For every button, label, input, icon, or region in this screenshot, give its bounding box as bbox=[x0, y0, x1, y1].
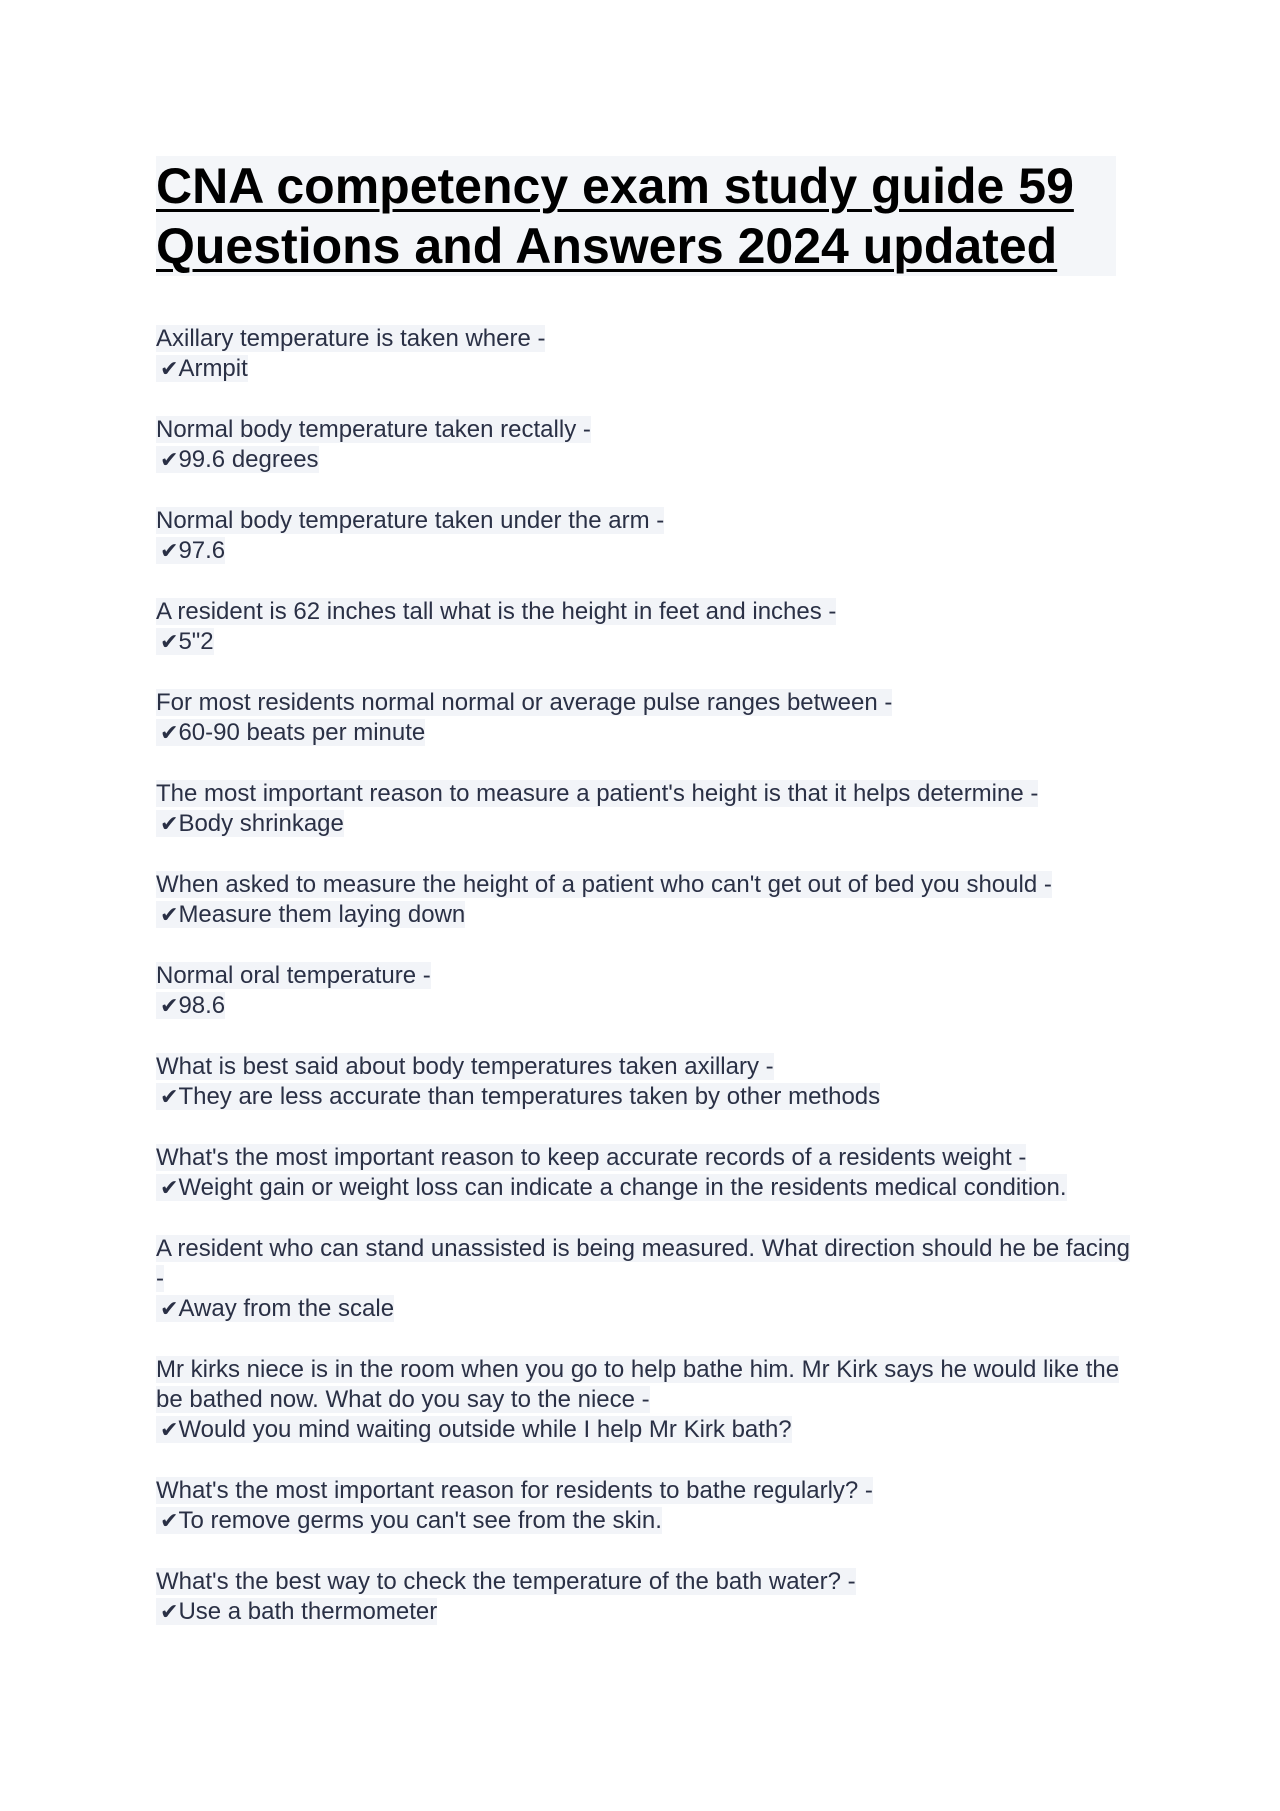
answer-text: 60-90 beats per minute bbox=[178, 719, 426, 746]
answer-text: They are less accurate than temperatures taken by other methods bbox=[178, 1083, 881, 1110]
question-text: What's the most important reason for residents to bathe regularly? - bbox=[156, 1477, 873, 1504]
check-icon: ✔ bbox=[160, 1176, 179, 1201]
question-text: When asked to measure the height of a patient who can't get out of bed you should - bbox=[156, 871, 1052, 898]
check-icon: ✔ bbox=[160, 812, 179, 837]
check-icon: ✔ bbox=[160, 448, 179, 473]
qa-item bbox=[156, 1052, 1132, 1113]
question-text: Axillary temperature is taken where - bbox=[156, 325, 546, 352]
check-icon: ✔ bbox=[160, 1297, 179, 1322]
answer-text: Armpit bbox=[178, 355, 248, 382]
question-text: The most important reason to measure a patient's height is that it helps determine - bbox=[156, 780, 1039, 807]
check-icon: ✔ bbox=[160, 539, 179, 564]
title-block bbox=[156, 156, 1116, 276]
question-text: What's the most important reason to keep accurate records of a residents weight - bbox=[156, 1144, 1027, 1171]
question-text: Normal body temperature taken rectally - bbox=[156, 416, 591, 443]
question-text: What's the best way to check the temperature of the bath water? - bbox=[156, 1568, 856, 1595]
title-line-2: Questions and Answers 2024 updated bbox=[156, 218, 1058, 274]
check-icon: ✔ bbox=[160, 1509, 179, 1534]
check-icon: ✔ bbox=[160, 903, 179, 928]
check-icon: ✔ bbox=[160, 1085, 179, 1110]
qa-item bbox=[156, 597, 1132, 658]
qa-item bbox=[156, 415, 1132, 476]
question-text: Normal body temperature taken under the arm - bbox=[156, 507, 665, 534]
qa-item bbox=[156, 961, 1132, 1022]
question-text: A resident is 62 inches tall what is the height in feet and inches - bbox=[156, 598, 837, 625]
check-icon: ✔ bbox=[160, 357, 179, 382]
qa-list bbox=[156, 324, 1132, 1628]
check-icon: ✔ bbox=[160, 721, 179, 746]
answer-text: Measure them laying down bbox=[178, 901, 466, 928]
check-icon: ✔ bbox=[160, 1418, 179, 1443]
qa-item bbox=[156, 1234, 1132, 1325]
qa-item bbox=[156, 1476, 1132, 1537]
question-text: What is best said about body temperatures taken axillary - bbox=[156, 1053, 774, 1080]
qa-item bbox=[156, 688, 1132, 749]
answer-text: 97.6 bbox=[178, 537, 226, 564]
title-line-1: CNA competency exam study guide 59 bbox=[156, 158, 1074, 214]
answer-text: 5"2 bbox=[178, 628, 214, 655]
page-title bbox=[156, 156, 1074, 276]
check-icon: ✔ bbox=[160, 1600, 179, 1625]
question-text: Mr kirks niece is in the room when you go to help bathe him. Mr Kirk says he would like the be bathed now. What do you say to the niece - bbox=[156, 1356, 1120, 1413]
answer-text: 99.6 degrees bbox=[178, 446, 319, 473]
qa-item bbox=[156, 324, 1132, 385]
check-icon: ✔ bbox=[160, 994, 179, 1019]
qa-item bbox=[156, 1567, 1132, 1628]
answer-text: 98.6 bbox=[178, 992, 226, 1019]
answer-text: Would you mind waiting outside while I help Mr Kirk bath? bbox=[178, 1416, 792, 1443]
answer-text: Use a bath thermometer bbox=[178, 1598, 438, 1625]
answer-text: Away from the scale bbox=[178, 1295, 395, 1322]
document-page bbox=[156, 156, 1132, 1658]
qa-item bbox=[156, 870, 1132, 931]
question-text: For most residents normal normal or average pulse ranges between - bbox=[156, 689, 893, 716]
qa-item bbox=[156, 779, 1132, 840]
answer-text: Weight gain or weight loss can indicate a change in the residents medical condition. bbox=[178, 1174, 1067, 1201]
check-icon: ✔ bbox=[160, 630, 179, 655]
qa-item bbox=[156, 506, 1132, 567]
answer-text: Body shrinkage bbox=[178, 810, 344, 837]
qa-item bbox=[156, 1355, 1132, 1446]
answer-text: To remove germs you can't see from the skin. bbox=[178, 1507, 662, 1534]
question-text: A resident who can stand unassisted is being measured. What direction should he be facing - bbox=[156, 1235, 1130, 1292]
qa-item bbox=[156, 1143, 1132, 1204]
question-text: Normal oral temperature - bbox=[156, 962, 431, 989]
